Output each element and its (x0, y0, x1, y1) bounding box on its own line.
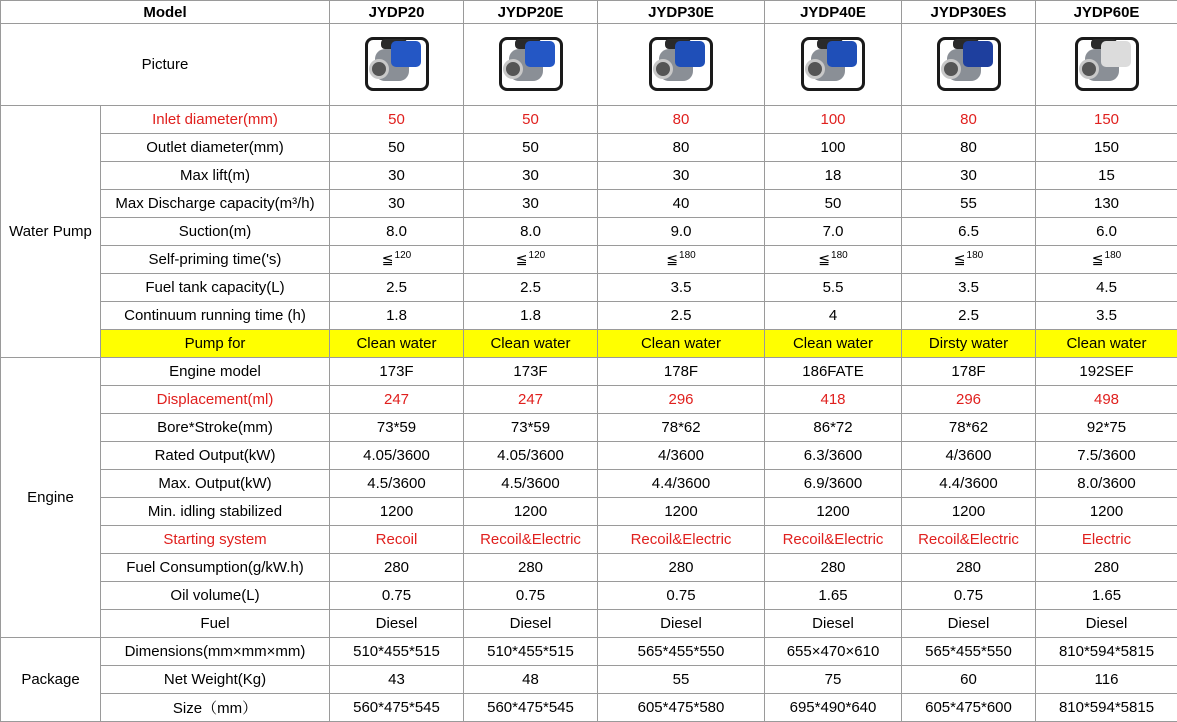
spec-row (1, 666, 1177, 694)
spec-value: 55 (902, 190, 1036, 218)
spec-value: 810*594*5815 (1036, 694, 1177, 722)
spec-value: 0.75 (598, 582, 765, 610)
spec-value: 30 (598, 162, 765, 190)
spec-row (1, 442, 1177, 470)
spec-value: Clean water (464, 330, 598, 358)
spec-value: 6.5 (902, 218, 1036, 246)
spec-value: 8.0/3600 (1036, 470, 1177, 498)
spec-value: 4.5 (1036, 274, 1177, 302)
picture-row (1, 24, 1177, 106)
spec-value: 173F (330, 358, 464, 386)
picture-label: Picture (1, 24, 330, 106)
model-name: JYDP60E (1036, 1, 1177, 24)
spec-value: 1.65 (765, 582, 902, 610)
spec-value (464, 246, 598, 274)
spec-value: 2.5 (902, 302, 1036, 330)
spec-value: 80 (598, 134, 765, 162)
spec-label: Max. Output(kW) (101, 470, 330, 498)
picture-cell (1036, 24, 1177, 106)
spec-row (1, 190, 1177, 218)
spec-value: 48 (464, 666, 598, 694)
picture-cell (598, 24, 765, 106)
spec-value: 2.5 (330, 274, 464, 302)
model-header: Model (1, 1, 330, 24)
spec-value: Diesel (902, 610, 1036, 638)
spec-value: Diesel (765, 610, 902, 638)
section-label: Engine (1, 358, 101, 638)
spec-value-number: 120 (395, 250, 412, 261)
spec-value (902, 246, 1036, 274)
spec-value: 280 (1036, 554, 1177, 582)
spec-value: 247 (464, 386, 598, 414)
spec-value: 8.0 (330, 218, 464, 246)
water-pump-picture (1071, 33, 1143, 97)
spec-value: Recoil&Electric (598, 526, 765, 554)
spec-label: Suction(m) (101, 218, 330, 246)
spec-value: 605*475*600 (902, 694, 1036, 722)
spec-row (1, 246, 1177, 274)
spec-value: 43 (330, 666, 464, 694)
spec-value: 3.5 (1036, 302, 1177, 330)
spec-value: 247 (330, 386, 464, 414)
spec-row (1, 638, 1177, 666)
spec-value: 4.5/3600 (330, 470, 464, 498)
spec-row (1, 694, 1177, 722)
spec-row (1, 330, 1177, 358)
spec-label: Net Weight(Kg) (101, 666, 330, 694)
spec-value: 2.5 (464, 274, 598, 302)
spec-value-number: 180 (679, 250, 696, 261)
spec-row (1, 302, 1177, 330)
spec-value: 498 (1036, 386, 1177, 414)
spec-value: 3.5 (598, 274, 765, 302)
spec-value: 418 (765, 386, 902, 414)
spec-label: Rated Output(kW) (101, 442, 330, 470)
spec-value: 605*475*580 (598, 694, 765, 722)
water-pump-picture (361, 33, 433, 97)
spec-label: Self-priming time('s) (101, 246, 330, 274)
spec-value (598, 246, 765, 274)
spec-value: 0.75 (464, 582, 598, 610)
less-equal-symbol: ≦ (666, 251, 678, 267)
spec-value: Clean water (1036, 330, 1177, 358)
spec-value: 55 (598, 666, 765, 694)
spec-row (1, 414, 1177, 442)
spec-value: Recoil (330, 526, 464, 554)
less-equal-symbol: ≦ (516, 251, 528, 267)
spec-label: Pump for (101, 330, 330, 358)
spec-value: 6.9/3600 (765, 470, 902, 498)
spec-value: 18 (765, 162, 902, 190)
spec-value: Dirsty water (902, 330, 1036, 358)
spec-value: 186FATE (765, 358, 902, 386)
spec-value: 0.75 (902, 582, 1036, 610)
spec-label: Outlet diameter(mm) (101, 134, 330, 162)
spec-value: 695*490*640 (765, 694, 902, 722)
spec-value: 510*455*515 (330, 638, 464, 666)
spec-value: Recoil&Electric (464, 526, 598, 554)
model-name: JYDP20E (464, 1, 598, 24)
spec-value (765, 246, 902, 274)
spec-row (1, 162, 1177, 190)
spec-value: Clean water (330, 330, 464, 358)
spec-label: Max lift(m) (101, 162, 330, 190)
spec-label: Displacement(ml) (101, 386, 330, 414)
spec-value: 50 (330, 134, 464, 162)
spec-value: Diesel (598, 610, 765, 638)
picture-cell (330, 24, 464, 106)
spec-value: 810*594*5815 (1036, 638, 1177, 666)
spec-value: 30 (330, 190, 464, 218)
spec-label: Engine model (101, 358, 330, 386)
water-pump-picture (797, 33, 869, 97)
spec-label: Dimensions(mm×mm×mm) (101, 638, 330, 666)
less-equal-symbol: ≦ (954, 251, 966, 267)
model-name: JYDP40E (765, 1, 902, 24)
spec-value: 78*62 (598, 414, 765, 442)
spec-value: 80 (902, 134, 1036, 162)
spec-value: 560*475*545 (464, 694, 598, 722)
spec-value: 92*75 (1036, 414, 1177, 442)
spec-value: 280 (902, 554, 1036, 582)
picture-cell (902, 24, 1036, 106)
spec-value: 50 (464, 134, 598, 162)
spec-value: 30 (902, 162, 1036, 190)
spec-value: Clean water (765, 330, 902, 358)
spec-value: 6.0 (1036, 218, 1177, 246)
spec-value: 1.8 (464, 302, 598, 330)
spec-value: 73*59 (330, 414, 464, 442)
spec-label: Fuel (101, 610, 330, 638)
header-row (1, 1, 1177, 24)
spec-value: 178F (902, 358, 1036, 386)
spec-label: Inlet diameter(mm) (101, 106, 330, 134)
spec-value: 150 (1036, 106, 1177, 134)
spec-value: 9.0 (598, 218, 765, 246)
spec-value: 60 (902, 666, 1036, 694)
spec-row (1, 218, 1177, 246)
spec-value: 1200 (765, 498, 902, 526)
spec-value: Recoil&Electric (902, 526, 1036, 554)
spec-label: Fuel tank capacity(L) (101, 274, 330, 302)
picture-cell (765, 24, 902, 106)
water-pump-picture (645, 33, 717, 97)
spec-value: 78*62 (902, 414, 1036, 442)
spec-value: Diesel (464, 610, 598, 638)
model-name: JYDP30ES (902, 1, 1036, 24)
spec-value: 178F (598, 358, 765, 386)
spec-value: 565*455*550 (598, 638, 765, 666)
spec-value: 4.4/3600 (902, 470, 1036, 498)
spec-value: 30 (464, 162, 598, 190)
spec-value: 5.5 (765, 274, 902, 302)
spec-value: 40 (598, 190, 765, 218)
spec-value: 0.75 (330, 582, 464, 610)
spec-row (1, 106, 1177, 134)
spec-row (1, 358, 1177, 386)
spec-value-number: 120 (529, 250, 546, 261)
spec-value: Electric (1036, 526, 1177, 554)
spec-value: 296 (598, 386, 765, 414)
spec-label: Min. idling stabilized (101, 498, 330, 526)
spec-value: 173F (464, 358, 598, 386)
spec-row (1, 582, 1177, 610)
spec-value: 50 (765, 190, 902, 218)
spec-value: 4/3600 (902, 442, 1036, 470)
spec-value: 86*72 (765, 414, 902, 442)
spec-value: 280 (598, 554, 765, 582)
spec-value: 3.5 (902, 274, 1036, 302)
spec-value: 75 (765, 666, 902, 694)
spec-row (1, 526, 1177, 554)
spec-row (1, 554, 1177, 582)
spec-value-number: 180 (831, 250, 848, 261)
spec-value: 7.5/3600 (1036, 442, 1177, 470)
spec-value: 510*455*515 (464, 638, 598, 666)
spec-label: Size（mm） (101, 694, 330, 722)
spec-value: 280 (330, 554, 464, 582)
spec-row (1, 498, 1177, 526)
spec-value: 50 (464, 106, 598, 134)
spec-value: Diesel (330, 610, 464, 638)
spec-value: 50 (330, 106, 464, 134)
spec-value: 116 (1036, 666, 1177, 694)
spec-value: Diesel (1036, 610, 1177, 638)
spec-label: Continuum running time (h) (101, 302, 330, 330)
spec-value: 655×470×610 (765, 638, 902, 666)
spec-value: Recoil&Electric (765, 526, 902, 554)
spec-value-number: 180 (967, 250, 984, 261)
spec-value: 1200 (330, 498, 464, 526)
spec-row (1, 386, 1177, 414)
spec-value: Clean water (598, 330, 765, 358)
spec-row (1, 610, 1177, 638)
model-name: JYDP30E (598, 1, 765, 24)
spec-value: 4.4/3600 (598, 470, 765, 498)
spec-value: 1200 (902, 498, 1036, 526)
spec-row (1, 274, 1177, 302)
spec-value: 150 (1036, 134, 1177, 162)
spec-value: 1.65 (1036, 582, 1177, 610)
less-equal-symbol: ≦ (382, 251, 394, 267)
spec-value: 8.0 (464, 218, 598, 246)
spec-value: 192SEF (1036, 358, 1177, 386)
spec-value: 1.8 (330, 302, 464, 330)
spec-value: 565*455*550 (902, 638, 1036, 666)
less-equal-symbol: ≦ (818, 251, 830, 267)
spec-value: 4 (765, 302, 902, 330)
spec-value: 6.3/3600 (765, 442, 902, 470)
spec-label: Fuel Consumption(g/kW.h) (101, 554, 330, 582)
spec-value: 7.0 (765, 218, 902, 246)
spec-value: 80 (902, 106, 1036, 134)
spec-value: 2.5 (598, 302, 765, 330)
spec-value: 280 (464, 554, 598, 582)
spec-label: Bore*Stroke(mm) (101, 414, 330, 442)
spec-value: 4.05/3600 (464, 442, 598, 470)
picture-cell (464, 24, 598, 106)
spec-value: 100 (765, 134, 902, 162)
spec-value: 130 (1036, 190, 1177, 218)
section-label: Package (1, 638, 101, 722)
spec-row (1, 470, 1177, 498)
spec-value (1036, 246, 1177, 274)
less-equal-symbol: ≦ (1092, 251, 1104, 267)
spec-value: 1200 (598, 498, 765, 526)
spec-label: Max Discharge capacity(m³/h) (101, 190, 330, 218)
spec-value: 560*475*545 (330, 694, 464, 722)
spec-value: 1200 (464, 498, 598, 526)
water-pump-picture (495, 33, 567, 97)
spec-value-number: 180 (1105, 250, 1122, 261)
section-label: Water Pump (1, 106, 101, 358)
spec-value: 80 (598, 106, 765, 134)
spec-value: 30 (330, 162, 464, 190)
spec-label: Oil volume(L) (101, 582, 330, 610)
spec-value: 73*59 (464, 414, 598, 442)
spec-value: 1200 (1036, 498, 1177, 526)
spec-value: 296 (902, 386, 1036, 414)
spec-label: Starting system (101, 526, 330, 554)
spec-value: 30 (464, 190, 598, 218)
spec-value: 280 (765, 554, 902, 582)
spec-value: 4/3600 (598, 442, 765, 470)
spec-row (1, 134, 1177, 162)
model-name: JYDP20 (330, 1, 464, 24)
spec-value: 4.5/3600 (464, 470, 598, 498)
spec-value: 100 (765, 106, 902, 134)
spec-value: 15 (1036, 162, 1177, 190)
water-pump-picture (933, 33, 1005, 97)
spec-value (330, 246, 464, 274)
spec-value: 4.05/3600 (330, 442, 464, 470)
